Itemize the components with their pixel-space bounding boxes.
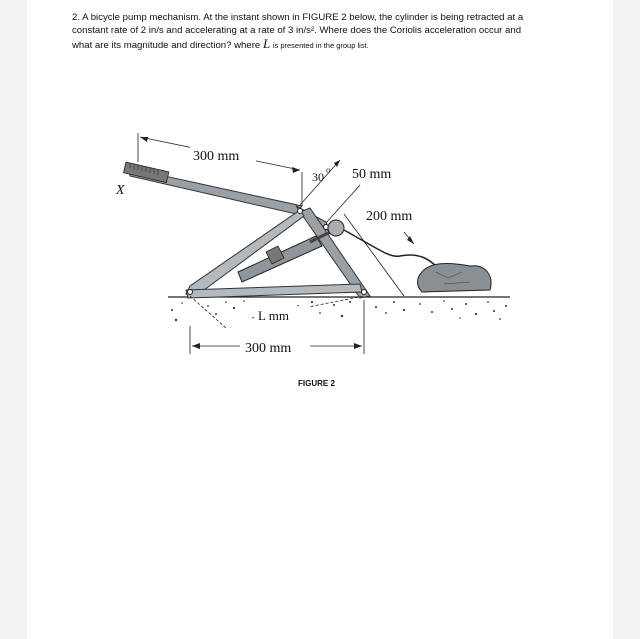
dim-bottom-label: 300 mm — [245, 341, 292, 356]
dim-top-arrow-left — [140, 137, 148, 142]
dim-bottom-arrow-left — [192, 343, 200, 349]
dim-arm-label: 50 mm — [352, 167, 392, 182]
arm-dim-ext — [326, 185, 360, 223]
gauge-ball — [328, 220, 344, 236]
ground-pivot-pin — [362, 290, 367, 295]
front-ground-pin — [188, 290, 193, 295]
dim-l-dashed-left — [190, 296, 226, 328]
ground-bar — [186, 284, 362, 298]
problem-sentence-2: Where does the Coriolis acceleration occur and what are its magnitude and direction? where — [72, 25, 522, 52]
point-x-label: X — [116, 183, 125, 198]
ground-gravel — [171, 300, 507, 321]
handle-pivot-pin — [298, 209, 303, 214]
unit-s-squared: s² — [306, 25, 315, 37]
angle-label: 30 — [312, 170, 324, 184]
problem-sentence-2-end: is presented in the group list. — [272, 41, 369, 51]
sentence-1-end: . — [314, 25, 317, 37]
dim-top-label: 300 mm — [193, 149, 240, 164]
dim-l-label: L mm — [258, 308, 289, 323]
dim-top-arrow-right — [292, 167, 300, 173]
dim-cyl-label: 200 mm — [366, 209, 413, 224]
figure-caption: FIGURE 2 — [298, 379, 335, 388]
dim-bottom-arrow-right — [354, 343, 362, 349]
problem-number: 2. — [72, 12, 81, 23]
hose — [344, 230, 438, 268]
problem-sentence-1: A bicycle pump mechanism. At the instant shown in FIGURE 2 below, the cylinder is being retracted at a constant rate of 2 in/s and accelerating at a rate of 3 in/ — [72, 12, 524, 37]
rock — [418, 264, 492, 292]
symbol-l: L — [262, 36, 271, 52]
angle-degree: o — [326, 165, 331, 175]
